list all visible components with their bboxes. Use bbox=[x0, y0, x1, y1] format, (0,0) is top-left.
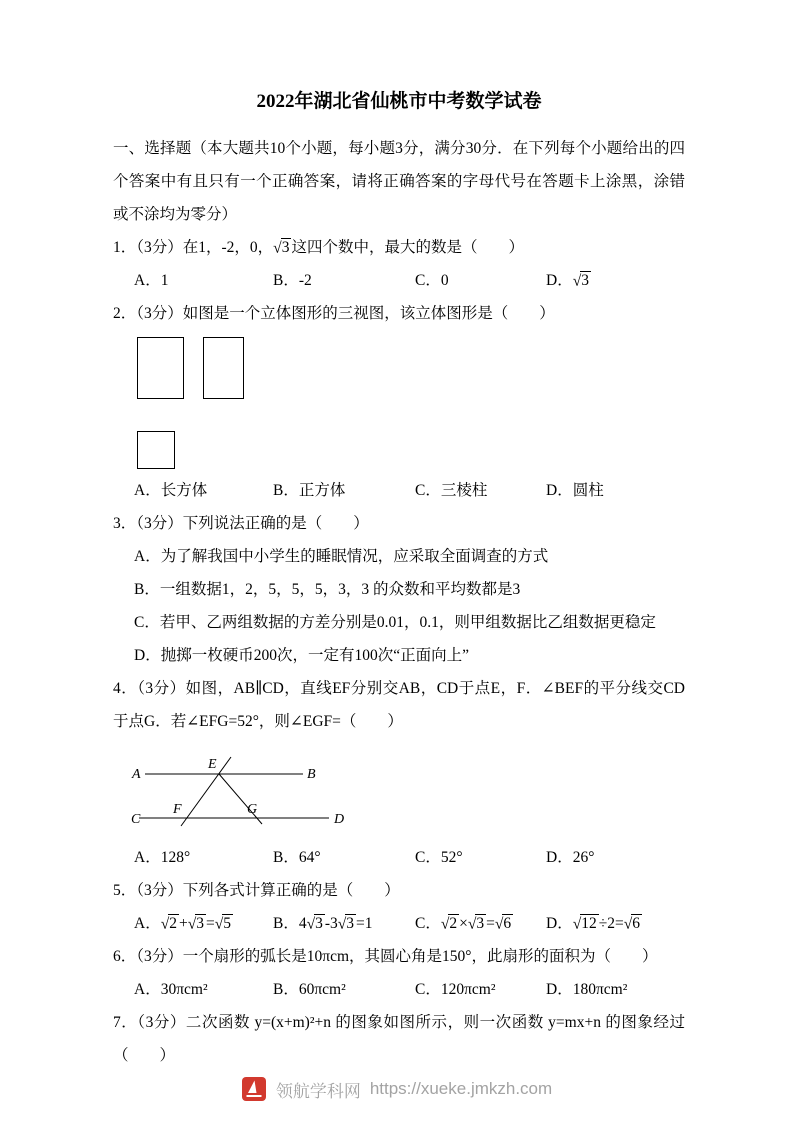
site-url: https://xueke.jmkzh.com bbox=[369, 1079, 553, 1098]
site-logo-icon bbox=[241, 1076, 267, 1102]
question-6-stem: 6．（3分）一个扇形的弧长是10πcm，其圆心角是150°，此扇形的面积为（ ） bbox=[113, 948, 658, 965]
choice-a: A．为了解我国中小学生的睡眠情况，应采取全面调查的方式 bbox=[134, 548, 549, 565]
question-7 bbox=[113, 1006, 685, 1072]
option-d: D．圆柱 bbox=[546, 482, 604, 499]
question-2-figure bbox=[137, 337, 685, 469]
option-c: C．√2 ×√3 =√6 bbox=[415, 915, 512, 933]
figure-label-e: E bbox=[208, 757, 217, 772]
figure-label-a: A bbox=[132, 767, 141, 782]
option-d: D．√12 ÷2=√6 bbox=[546, 915, 640, 933]
question-5-options bbox=[113, 907, 685, 940]
question-6-options bbox=[113, 973, 685, 1006]
choice-b: B．一组数据1，2，5，5，5，3，3 的众数和平均数都是3 bbox=[134, 581, 521, 598]
question-2 bbox=[113, 297, 685, 507]
question-3-stem: 3．（3分）下列说法正确的是（ ） bbox=[113, 515, 369, 532]
question-1-stem: 1．（3分）在1，-2，0，√3 这四个数中，最大的数是（ ） bbox=[113, 239, 524, 257]
question-4-stem: 4．（3分）如图，AB∥CD，直线EF分别交AB，CD于点E，F．∠BEF的平分线交CD于点G．若∠EFG=52°，则∠EGF=（ ） bbox=[113, 680, 685, 730]
three-views-row bbox=[137, 337, 685, 399]
option-a: A．30πcm² bbox=[134, 981, 208, 998]
option-b: B．-2 bbox=[273, 272, 312, 289]
choice-c: C．若甲、乙两组数据的方差分别是0.01，0.1，则甲组数据比乙组数据更稳定 bbox=[134, 614, 656, 631]
figure-label-d: D bbox=[334, 812, 345, 827]
option-b: B．64° bbox=[273, 849, 321, 866]
question-6 bbox=[113, 940, 685, 1006]
exam-content bbox=[113, 88, 685, 1072]
question-4 bbox=[113, 672, 685, 874]
option-d: D．180πcm² bbox=[546, 981, 628, 998]
choice-d: D．抛掷一枚硬币200次，一定有100次“正面向上” bbox=[134, 647, 469, 664]
transversal-ef bbox=[181, 757, 231, 826]
option-d: D．26° bbox=[546, 849, 595, 866]
option-a: A．长方体 bbox=[134, 482, 208, 499]
option-a: A．128° bbox=[134, 849, 191, 866]
option-a: A．√2 +√3 =√5 bbox=[134, 915, 231, 933]
option-c: C．三棱柱 bbox=[415, 482, 488, 499]
front-view-rect bbox=[137, 337, 184, 399]
figure-label-f: F bbox=[173, 802, 182, 817]
option-c: C．0 bbox=[415, 272, 449, 289]
question-3 bbox=[113, 507, 685, 672]
option-b: B．60πcm² bbox=[273, 981, 346, 998]
site-name: 领航学科网 bbox=[275, 1081, 361, 1101]
question-2-stem: 2．（3分）如图是一个立体图形的三视图，该立体图形是（ ） bbox=[113, 305, 555, 322]
option-b: B．4√3 -3√3 =1 bbox=[273, 915, 373, 933]
footer-watermark bbox=[0, 1076, 793, 1102]
question-2-options bbox=[113, 474, 685, 507]
figure-label-b: B bbox=[307, 767, 316, 782]
question-4-figure bbox=[131, 744, 366, 839]
option-a: A．1 bbox=[134, 272, 169, 289]
page-title: 2022年湖北省仙桃市中考数学试卷 bbox=[256, 91, 542, 112]
question-1-options bbox=[113, 264, 685, 297]
option-d: D．√3 bbox=[546, 272, 589, 290]
question-5 bbox=[113, 874, 685, 940]
figure-label-g: G bbox=[247, 802, 258, 817]
side-view-rect bbox=[203, 337, 244, 399]
question-1 bbox=[113, 231, 685, 297]
question-5-stem: 5．（3分）下列各式计算正确的是（ ） bbox=[113, 882, 400, 899]
question-4-options bbox=[113, 841, 685, 874]
option-c: C．120πcm² bbox=[415, 981, 496, 998]
question-7-stem: 7．（3分）二次函数 y=(x+m)²+n 的图象如图所示，则一次函数 y=mx+n 的图象经过（ ） bbox=[113, 1014, 685, 1064]
option-c: C．52° bbox=[415, 849, 463, 866]
top-view-rect bbox=[137, 431, 175, 469]
figure-label-c: C bbox=[131, 812, 141, 827]
option-b: B．正方体 bbox=[273, 482, 346, 499]
section-heading: 一、选择题（本大题共10个小题，每小题3分，满分30分．在下列每个小题给出的四个答案中有且只有一个正确答案，请将正确答案的字母代号在答题卡上涂黑，涂错或不涂均为零分） bbox=[113, 140, 685, 223]
